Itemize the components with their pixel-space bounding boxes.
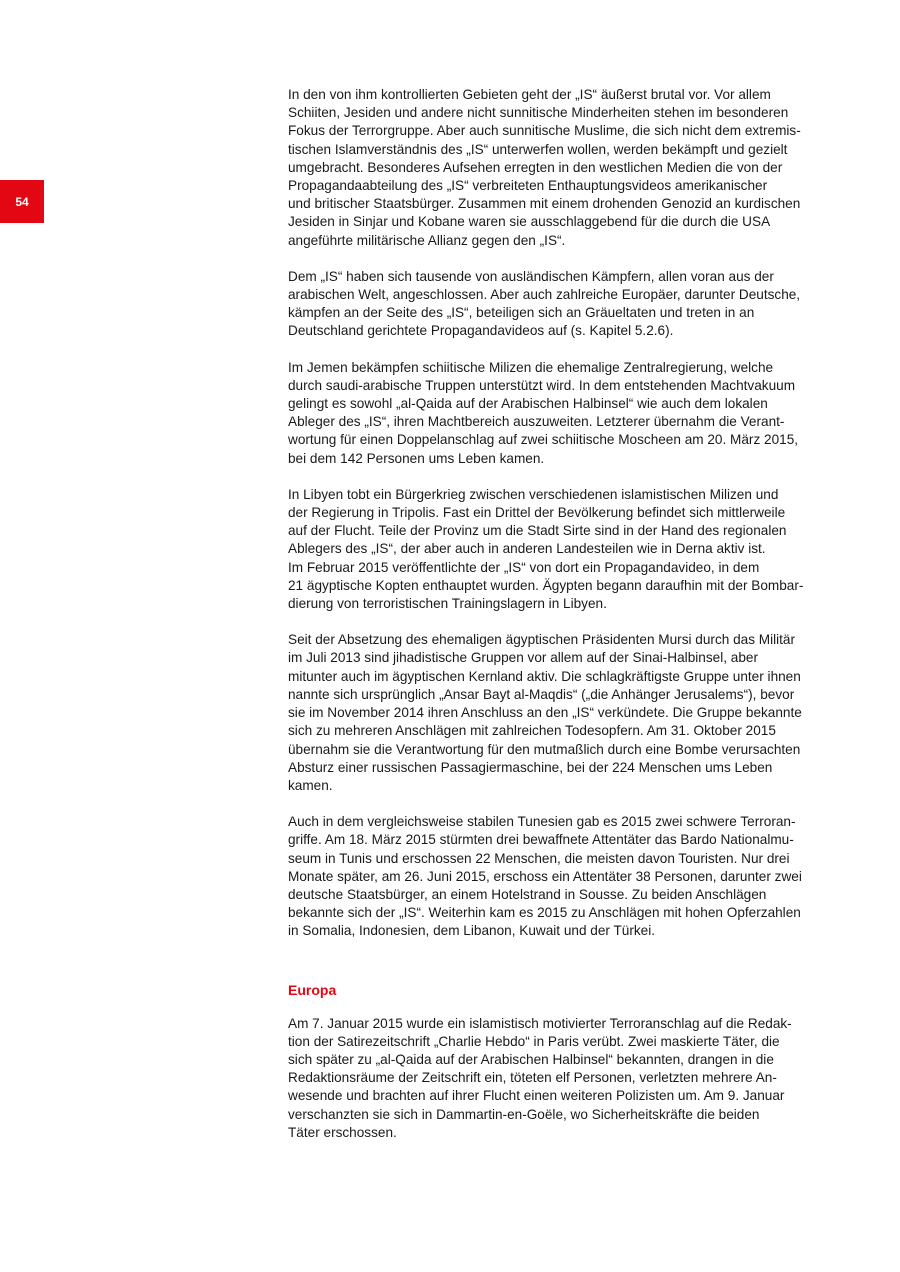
paragraph	[288, 486, 844, 613]
page-number-tab	[0, 180, 44, 223]
text-line: dierung von terroristischen Trainingslagern in Libyen.	[288, 596, 607, 612]
text-line: In Libyen tobt ein Bürgerkrieg zwischen verschiedenen islamistischen Milizen und	[288, 486, 779, 502]
text-line: sich zu mehreren Anschlägen mit zahlreichen Todesopfern. Am 31. Oktober 2015	[288, 723, 776, 739]
text-line: auf der Flucht. Teile der Provinz um die Stadt Sirte sind in der Hand des regionalen	[288, 523, 787, 539]
text-line: tion der Satirezeitschrift „Charlie Hebdo“ in Paris verübt. Zwei maskierte Täter, die	[288, 1033, 780, 1049]
paragraph	[288, 1015, 844, 1142]
paragraph	[288, 631, 844, 795]
text-line: der Regierung in Tripolis. Fast ein Drittel der Bevölkerung befindet sich mittlerweile	[288, 505, 786, 521]
text-line: Seit der Absetzung des ehemaligen ägyptischen Präsidenten Mursi durch das Militär	[288, 632, 796, 648]
text-line: tischen Islamverständnis des „IS“ unterwerfen wollen, werden bekämpft und gezielt	[288, 141, 788, 157]
text-line: umgebracht. Besonderes Aufsehen erregten in den westlichen Medien die von der	[288, 159, 783, 175]
text-line: Schiiten, Jesiden und andere nicht sunnitische Minderheiten stehen im besonderen	[288, 105, 789, 121]
text-line: Absturz einer russischen Passagiermaschine, bei der 224 Menschen ums Leben	[288, 759, 773, 775]
text-line: Am 7. Januar 2015 wurde ein islamistisch motivierter Terroranschlag auf die Redak-	[288, 1015, 792, 1031]
text-line: Ableger des „IS“, ihren Machtbereich auszuweiten. Letzterer übernahm die Verant-	[288, 414, 785, 430]
text-line: Im Jemen bekämpfen schiitische Milizen die ehemalige Zentralregierung, welche	[288, 359, 774, 375]
text-line: Im Februar 2015 veröffentlichte der „IS“ von dort ein Propagandavideo, in dem	[288, 559, 760, 575]
text-line: bei dem 142 Personen ums Leben kamen.	[288, 450, 545, 466]
text-line: wesende und brachten auf ihrer Flucht einen weiteren Polizisten um. Am 9. Januar	[288, 1088, 785, 1104]
paragraph	[288, 359, 844, 468]
text-line: Fokus der Terrorgruppe. Aber auch sunnitische Muslime, die sich nicht dem extremis-	[288, 123, 801, 139]
text-line: kämpfen an der Seite des „IS“, beteiligen sich an Gräueltaten und treten in an	[288, 305, 755, 321]
text-line: gelingt es sowohl „al-Qaida auf der Arabischen Halbinsel“ wie auch dem lokalen	[288, 396, 768, 412]
text-line: Jesiden in Sinjar und Kobane waren sie ausschlaggebend für die durch die USA	[288, 214, 771, 230]
text-line: übernahm sie die Verantwortung für den mutmaßlich durch eine Bombe verursachten	[288, 741, 801, 757]
text-line: im Juli 2013 sind jihadistische Gruppen vor allem auf der Sinai-Halbinsel, aber	[288, 650, 758, 666]
text-line: nannte sich ursprünglich „Ansar Bayt al-Maqdis“ („die Anhänger Jerusalems“), bevor	[288, 686, 795, 702]
text-line: arabischen Welt, angeschlossen. Aber auch zahlreiche Europäer, darunter Deutsche,	[288, 287, 801, 303]
text-line: sich später zu „al-Qaida auf der Arabischen Halbinsel“ bekannten, drangen in die	[288, 1051, 774, 1067]
text-line: Redaktionsräume der Zeitschrift ein, töteten elf Personen, verletzten mehrere An-	[288, 1070, 777, 1086]
paragraph	[288, 86, 844, 250]
text-line: Monate später, am 26. Juni 2015, erschoss ein Attentäter 38 Personen, darunter zwei	[288, 868, 802, 884]
text-line: Dem „IS“ haben sich tausende von ausländischen Kämpfern, allen voran aus der	[288, 268, 774, 284]
text-line: seum in Tunis und erschossen 22 Menschen, die meisten davon Touristen. Nur drei	[288, 850, 790, 866]
text-line: kamen.	[288, 777, 333, 793]
text-line: verschanzten sie sich in Dammartin-en-Goële, wo Sicherheitskräfte die beiden	[288, 1106, 760, 1122]
section-heading: Europa	[288, 981, 337, 998]
text-line: Deutschland gerichtete Propagandavideos auf (s. Kapitel 5.2.6).	[288, 323, 674, 339]
text-line: deutsche Staatsbürger, an einem Hotelstrand in Sousse. Zu beiden Anschlägen	[288, 886, 767, 902]
text-line: bekannte sich der „IS“. Weiterhin kam es 2015 zu Anschlägen mit hohen Opferzahlen	[288, 905, 801, 921]
text-line: Propagandaabteilung des „IS“ verbreiteten Enthauptungsvideos amerikanischer	[288, 178, 768, 194]
text-line: in Somalia, Indonesien, dem Libanon, Kuwait und der Türkei.	[288, 923, 656, 939]
text-line: mitunter auch im ägyptischen Kernland aktiv. Die schlagkräftigste Gruppe unter ihnen	[288, 668, 801, 684]
text-line: Ablegers des „IS“, der aber auch in anderen Landesteilen wie in Derna aktiv ist.	[288, 541, 766, 557]
text-line: angeführte militärische Allianz gegen den „IS“.	[288, 232, 566, 248]
text-line: 21 ägyptische Kopten enthauptet wurden. Ägypten begann daraufhin mit der Bombar-	[288, 577, 804, 593]
text-line: wortung für einen Doppelanschlag auf zwei schiitische Moscheen am 20. März 2015,	[288, 432, 799, 448]
paragraph	[288, 268, 844, 341]
text-line: In den von ihm kontrollierten Gebieten geht der „IS“ äußerst brutal vor. Vor allem	[288, 87, 771, 102]
paragraphs-before-heading	[288, 86, 844, 941]
main-content	[288, 86, 844, 1160]
text-line: sie im November 2014 ihren Anschluss an den „IS“ verkündete. Die Gruppe bekannte	[288, 705, 802, 721]
text-line: Täter erschossen.	[288, 1124, 397, 1140]
text-line: griffe. Am 18. März 2015 stürmten drei bewaffnete Attentäter das Bardo Nationalmu-	[288, 832, 794, 848]
page-number: 54	[15, 194, 29, 209]
paragraph	[288, 813, 844, 940]
text-line: durch saudi-arabische Truppen unterstützt wird. In dem entstehenden Machtvakuum	[288, 377, 796, 393]
paragraphs-after-heading	[288, 1015, 844, 1142]
text-line: Auch in dem vergleichsweise stabilen Tunesien gab es 2015 zwei schwere Terroran-	[288, 814, 796, 830]
text-line: und britischer Staatsbürger. Zusammen mit einem drohenden Genozid an kurdischen	[288, 196, 801, 212]
